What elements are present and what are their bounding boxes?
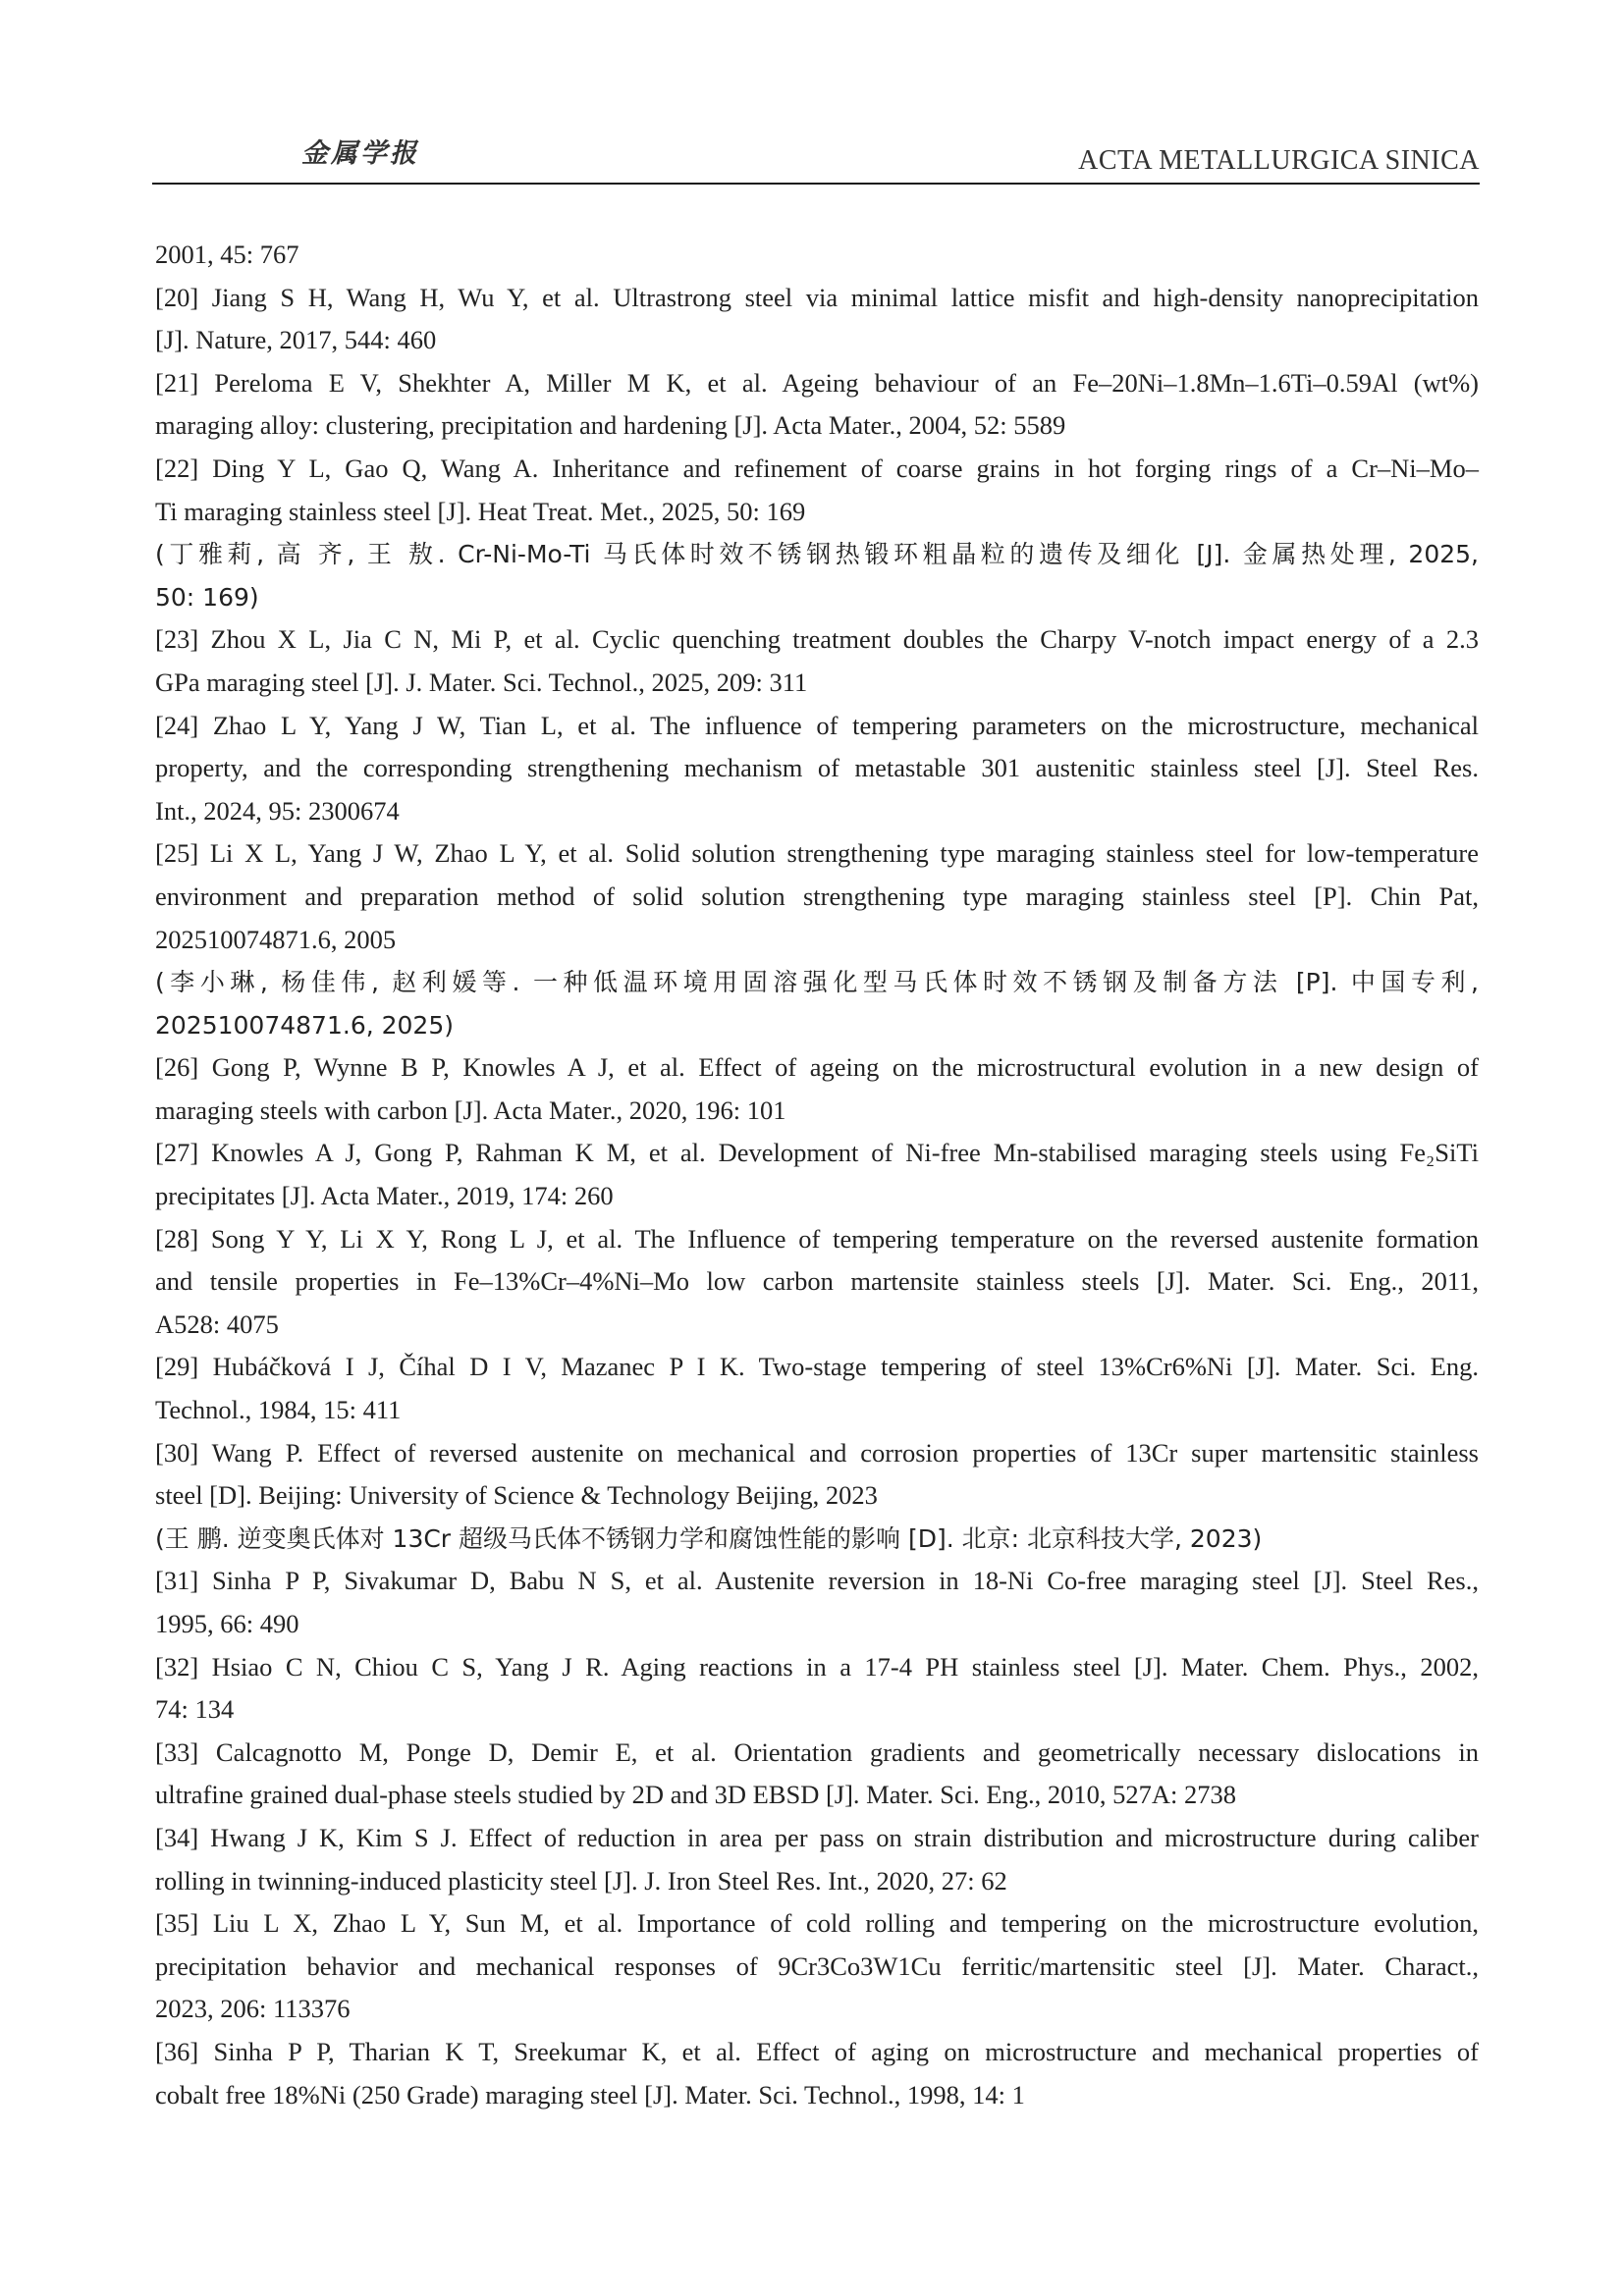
reference-entry	[155, 1902, 1479, 2031]
reference-line: [32] Hsiao C N, Chiou C S, Yang J R. Aging reactions in a 17-4 PH stainless steel [J]. Mater. Chem. Phys., 2002,	[155, 1651, 1479, 1682]
reference-entry	[155, 234, 1479, 277]
reference-line: 2023, 206: 113376	[155, 1994, 351, 2024]
reference-line: Technol., 1984, 15: 411	[155, 1395, 402, 1425]
reference-entry	[155, 1432, 1479, 1518]
reference-entry	[155, 362, 1479, 448]
reference-line: Int., 2024, 95: 2300674	[155, 795, 400, 826]
reference-entry	[155, 705, 1479, 833]
reference-line: Ti maraging stainless steel [J]. Heat Treat. Met., 2025, 50: 169	[155, 496, 806, 526]
reference-line: 74: 134	[155, 1694, 235, 1725]
reference-line: steel [D]. Beijing: University of Science & Technology Beijing, 2023	[155, 1480, 878, 1511]
reference-entry	[155, 1732, 1479, 1817]
reference-entry	[155, 1646, 1479, 1732]
reference-line: [J]. Nature, 2017, 544: 460	[155, 325, 437, 355]
reference-line: 202510074871.6, 2005	[155, 924, 397, 954]
reference-line: 1995, 66: 490	[155, 1609, 299, 1638]
reference-line: [36] Sinha P P, Tharian K T, Sreekumar K, et al. Effect of aging on microstructure and mechanical properties of	[155, 2036, 1479, 2066]
reference-line: [31] Sinha P P, Sivakumar D, Babu N S, et al. Austenite reversion in 18-Ni Co-free maraging steel [J]. Steel Res.,	[155, 1566, 1479, 1596]
reference-entry	[155, 277, 1479, 362]
reference-line: A528: 4075	[155, 1308, 279, 1339]
reference-entry	[155, 832, 1479, 961]
page-header	[152, 116, 1480, 185]
reference-line: 202510074871.6, 2025)	[155, 1010, 454, 1040]
journal-title-chinese: 金属学报	[301, 138, 419, 169]
reference-entry	[155, 1046, 1479, 1132]
reference-entry	[155, 1132, 1479, 1217]
reference-line: cobalt free 18%Ni (250 Grade) maraging steel [J]. Mater. Sci. Technol., 1998, 14: 1	[155, 2079, 1025, 2109]
reference-line: [28] Song Y Y, Li X Y, Rong L J, et al. The Influence of tempering temperature on the reversed austenite formation	[155, 1223, 1479, 1254]
reference-line: (李小琳, 杨佳伟, 赵利媛等. 一种低温环境用固溶强化型马氏体时效不锈钢及制备方法 [P]. 中国专利,	[155, 968, 1479, 997]
reference-translation	[155, 533, 1479, 618]
reference-translation	[155, 1518, 1479, 1561]
reference-line: [20] Jiang S H, Wang H, Wu Y, et al. Ultrastrong steel via minimal lattice misfit and high-density nanoprecipitation	[155, 282, 1479, 312]
reference-line: [34] Hwang J K, Kim S J. Effect of reduction in area per pass on strain distribution and microstructure during caliber	[155, 1822, 1479, 1852]
reference-line: [35] Liu L X, Zhao L Y, Sun M, et al. Importance of cold rolling and tempering on the microstructure evolution,	[155, 1908, 1479, 1939]
reference-line: [29] Hubáčková I J, Číhal D I V, Mazanec P I K. Two-stage tempering of steel 13%Cr6%Ni [J]. Mater. Sci. Eng.	[155, 1352, 1479, 1382]
reference-line: (丁雅莉, 高 齐, 王 敖. Cr-Ni-Mo-Ti 马氏体时效不锈钢热锻环粗晶粒的遗传及细化 [J]. 金属热处理, 2025,	[155, 540, 1479, 569]
reference-line: maraging alloy: clustering, precipitation and hardening [J]. Acta Mater., 2004, 52: 5589	[155, 410, 1066, 441]
reference-entry	[155, 1218, 1479, 1347]
reference-line: [30] Wang P. Effect of reversed austenite on mechanical and corrosion properties of 13Cr super martensitic stainless	[155, 1437, 1479, 1468]
reference-line: ultrafine grained dual-phase steels studied by 2D and 3D EBSD [J]. Mater. Sci. Eng., 2010, 527A: 2738	[155, 1780, 1237, 1810]
journal-title-english: ACTA METALLURGICA SINICA	[1078, 145, 1480, 176]
reference-entry	[155, 1817, 1479, 1902]
reference-entry	[155, 448, 1479, 533]
reference-line: GPa maraging steel [J]. J. Mater. Sci. Technol., 2025, 209: 311	[155, 667, 808, 697]
reference-line: 2001, 45: 767	[155, 240, 299, 269]
reference-line: maraging steels with carbon [J]. Acta Mater., 2020, 196: 101	[155, 1095, 786, 1125]
reference-entry	[155, 1346, 1479, 1431]
reference-entry	[155, 1560, 1479, 1645]
reference-line: [33] Calcagnotto M, Ponge D, Demir E, et al. Orientation gradients and geometrically necessary dislocations in	[155, 1736, 1479, 1767]
reference-line: (王 鹏. 逆变奥氏体对 13Cr 超级马氏体不锈钢力学和腐蚀性能的影响 [D]. 北京: 北京科技大学, 2023)	[155, 1523, 1263, 1553]
reference-line: environment and preparation method of solid solution strengthening type maraging stainless steel [P]. Chin Pat,	[155, 881, 1479, 911]
reference-line: [21] Pereloma E V, Shekhter A, Miller M K, et al. Ageing behaviour of an Fe–20Ni–1.8Mn–1.6Ti–0.59Al (wt%)	[155, 367, 1479, 398]
reference-line: property, and the corresponding strengthening mechanism of metastable 301 austenitic stainless steel [J]. Steel Res.	[155, 753, 1479, 783]
reference-translation	[155, 961, 1479, 1046]
reference-entry	[155, 618, 1479, 704]
reference-line: [23] Zhou X L, Jia C N, Mi P, et al. Cyclic quenching treatment doubles the Charpy V-notch impact energy of a 2.3	[155, 624, 1479, 655]
reference-line: rolling in twinning-induced plasticity steel [J]. J. Iron Steel Res. Int., 2020, 27: 62	[155, 1865, 1007, 1896]
reference-list	[155, 234, 1479, 2116]
reference-line: precipitation behavior and mechanical responses of 9Cr3Co3W1Cu ferritic/martensitic steel [J]. Mater. Charact.,	[155, 1950, 1479, 1981]
reference-line: precipitates [J]. Acta Mater., 2019, 174: 260	[155, 1181, 614, 1211]
reference-line: 50: 169)	[155, 582, 259, 612]
reference-line: [25] Li X L, Yang J W, Zhao L Y, et al. Solid solution strengthening type maraging stainless steel for low-temperature	[155, 838, 1479, 869]
reference-line: [27] Knowles A J, Gong P, Rahman K M, et al. Development of Ni-free Mn-stabilised maraging steels using Fe₂SiTi	[155, 1138, 1479, 1168]
reference-line: [22] Ding Y L, Gao Q, Wang A. Inheritance and refinement of coarse grains in hot forging rings of a Cr–Ni–Mo–	[155, 453, 1479, 483]
reference-line: [26] Gong P, Wynne B P, Knowles A J, et al. Effect of ageing on the microstructural evolution in a new design of	[155, 1052, 1479, 1083]
reference-line: [24] Zhao L Y, Yang J W, Tian L, et al. The influence of tempering parameters on the microstructure, mechanical	[155, 710, 1479, 740]
reference-line: and tensile properties in Fe–13%Cr–4%Ni–Mo low carbon martensite stainless steels [J]. Mater. Sci. Eng., 2011,	[155, 1266, 1479, 1297]
reference-entry	[155, 2031, 1479, 2116]
